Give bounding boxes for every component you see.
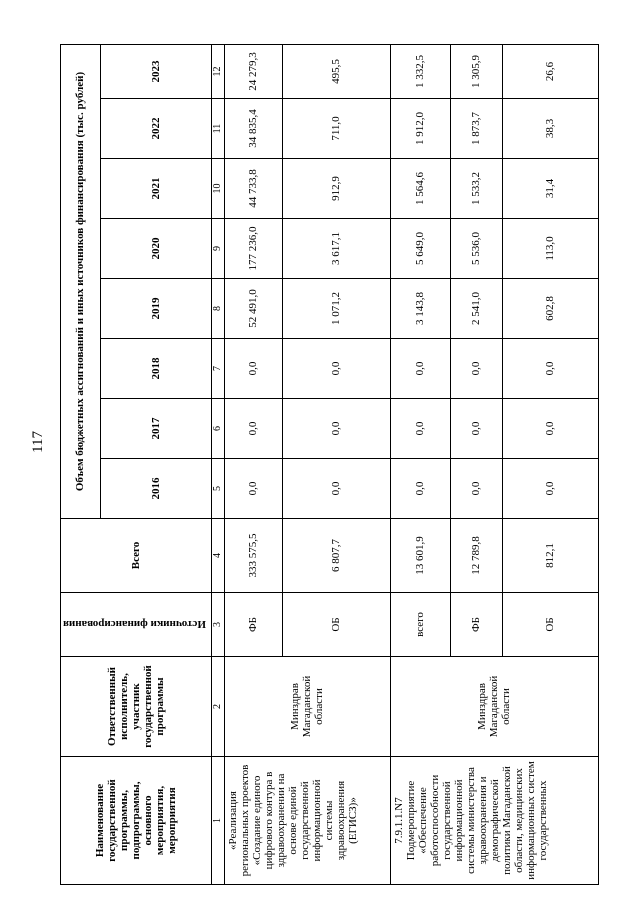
row-value: 3 617,1 [282, 219, 390, 279]
col-number: 12 [211, 44, 224, 98]
row-value: 113,0 [502, 219, 598, 279]
row-value: 0,0 [450, 339, 502, 399]
row-value: 0,0 [282, 459, 390, 519]
row-value: 44 733,8 [224, 159, 282, 219]
row-value: 3 143,8 [390, 279, 450, 339]
row-source: ФБ [450, 593, 502, 657]
row-value: 31,4 [502, 159, 598, 219]
header-year: 2023 [100, 44, 211, 98]
row-value: 1 305,9 [450, 44, 502, 98]
budget-table-rotated [60, 45, 557, 885]
row-total: 12 789,8 [450, 519, 502, 593]
row-value: 711,0 [282, 99, 390, 159]
row-value: 5 649,0 [390, 219, 450, 279]
header-total: Всего [61, 519, 212, 593]
row-value: 26,6 [502, 44, 598, 98]
header-year: 2022 [100, 99, 211, 159]
row-value: 1 533,2 [450, 159, 502, 219]
header-source [61, 593, 212, 657]
row-value: 0,0 [450, 459, 502, 519]
row-value: 38,3 [502, 99, 598, 159]
row-value: 0,0 [224, 339, 282, 399]
row-source: ФБ [224, 593, 282, 657]
row-total: 333 575,5 [224, 519, 282, 593]
col-number: 8 [211, 279, 224, 339]
row-value: 602,8 [502, 279, 598, 339]
col-number: 3 [211, 593, 224, 657]
table-row [224, 44, 282, 884]
header-year: 2019 [100, 279, 211, 339]
page-number: 117 [30, 431, 46, 453]
row-name: «Реализация региональных проектов «Создание единого цифрового контура в здравоохранении на основе единой государственной информационной системы здравоохранения (ЕГИСЗ)» [224, 757, 390, 885]
header-year: 2018 [100, 339, 211, 399]
row-value: 1 873,7 [450, 99, 502, 159]
row-value: 0,0 [450, 399, 502, 459]
row-source: всего [390, 593, 450, 657]
row-total: 13 601,9 [390, 519, 450, 593]
col-number: 1 [211, 757, 224, 885]
row-value: 912,9 [282, 159, 390, 219]
col-number: 4 [211, 519, 224, 593]
row-total: 812,1 [502, 519, 598, 593]
header-source-label: Источники финансирования [63, 618, 206, 631]
header-name: Наименование государственной программы, подпрограммы, основного мероприятия, мероприятия [61, 757, 212, 885]
row-value: 24 279,3 [224, 44, 282, 98]
budget-table [60, 44, 599, 885]
header-year: 2017 [100, 399, 211, 459]
col-number: 11 [211, 99, 224, 159]
row-executor: Минздрав Магаданской области [390, 657, 598, 757]
header-year: 2016 [100, 459, 211, 519]
row-value: 0,0 [282, 399, 390, 459]
row-value: 0,0 [224, 459, 282, 519]
row-value: 2 541,0 [450, 279, 502, 339]
row-value: 5 536,0 [450, 219, 502, 279]
row-value: 0,0 [502, 459, 598, 519]
col-number: 9 [211, 219, 224, 279]
col-number: 10 [211, 159, 224, 219]
row-value: 34 835,4 [224, 99, 282, 159]
col-number: 2 [211, 657, 224, 757]
row-total: 6 807,7 [282, 519, 390, 593]
row-value: 1 071,2 [282, 279, 390, 339]
row-name: 7.9.1.1.N7 Подмероприятие «Обеспечение работоспособности государственной информационной системы министерства здравоохранения и демографической политики Магаданской области, медицинских информационных систем государственных [390, 757, 598, 885]
row-executor: Минздрав Магаданской области [224, 657, 390, 757]
row-value: 1 332,5 [390, 44, 450, 98]
row-value: 0,0 [282, 339, 390, 399]
row-value: 0,0 [502, 339, 598, 399]
col-number: 5 [211, 459, 224, 519]
row-value: 1 912,0 [390, 99, 450, 159]
col-number: 6 [211, 399, 224, 459]
row-value: 177 236,0 [224, 219, 282, 279]
row-value: 52 491,0 [224, 279, 282, 339]
row-value: 0,0 [502, 399, 598, 459]
header-year: 2021 [100, 159, 211, 219]
header-volume: Объем бюджетных ассигнований и иных источников финансирования (тыс. рублей) [61, 44, 101, 518]
header-executor: Ответственный исполнитель, участник государственной программы [61, 657, 212, 757]
row-source: ОБ [282, 593, 390, 657]
row-value: 1 564,6 [390, 159, 450, 219]
row-value: 0,0 [390, 399, 450, 459]
row-value: 495,5 [282, 44, 390, 98]
header-year: 2020 [100, 219, 211, 279]
row-value: 0,0 [390, 459, 450, 519]
table-row [390, 44, 450, 884]
row-value: 0,0 [390, 339, 450, 399]
row-value: 0,0 [224, 399, 282, 459]
col-number: 7 [211, 339, 224, 399]
row-source: ОБ [502, 593, 598, 657]
